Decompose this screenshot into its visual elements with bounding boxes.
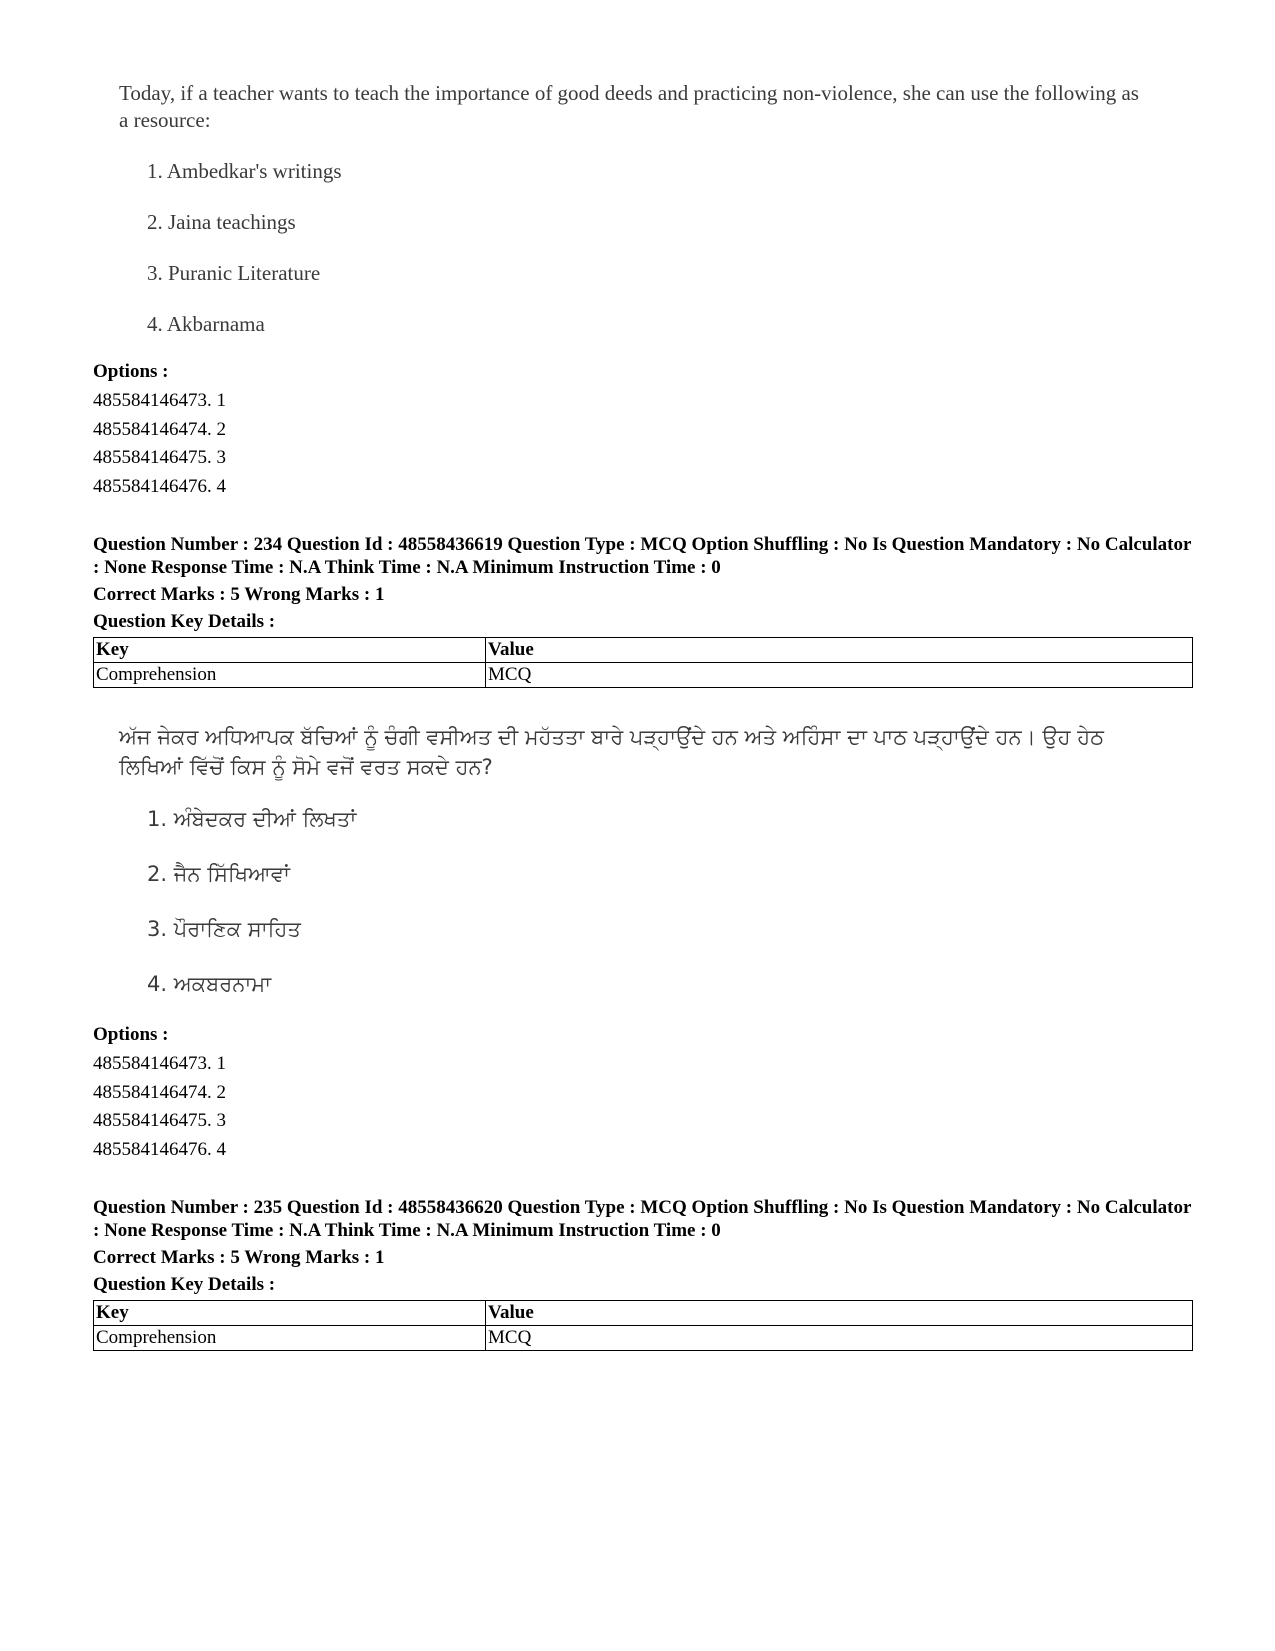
question-234-body — [93, 722, 1139, 998]
question-item: 4. Akbarnama — [147, 312, 265, 336]
table-cell: MCQ — [486, 663, 1193, 688]
table-header-cell: Key — [94, 638, 486, 663]
question-key-table — [93, 637, 1193, 688]
question-marks: Correct Marks : 5 Wrong Marks : 1 — [93, 1247, 385, 1268]
question-234-options — [93, 1023, 226, 1164]
question-item: 2. ਜੈਨ ਸਿੱਖਿਆਵਾਂ — [147, 862, 290, 886]
table-header-row — [94, 638, 1193, 663]
question-234-header — [93, 533, 1193, 688]
question-item: 3. ਪੌਰਾਣਿਕ ਸਾਹਿਤ — [147, 917, 301, 941]
question-meta: Question Number : 234 Question Id : 48558436619 Question Type : MCQ Option Shuffling : No Is Question Mandatory : No Calculator : None Response Time : N.A Think Time : N.A Minimum Instruction Time : 0 — [93, 534, 1192, 578]
question-item-list — [93, 158, 1139, 338]
options-label: Options : — [93, 361, 169, 382]
question-item: 3. Puranic Literature — [147, 261, 321, 285]
question-item-list — [93, 806, 1139, 998]
table-header-row — [94, 1301, 1193, 1326]
question-233-body — [93, 80, 1139, 338]
table-cell: MCQ — [486, 1326, 1193, 1351]
question-stem: ਅੱਜ ਜੇਕਰ ਅਧਿਆਪਕ ਬੱਚਿਆਂ ਨੂੰ ਚੰਗੀ ਵਸੀਅਤ ਦੀ ਮਹੱਤਤਾ ਬਾਰੇ ਪੜ੍ਹਾਉਂਦੇ ਹਨ ਅਤੇ ਅਹਿੰਸਾ ਦਾ ਪਾਠ ਪੜ੍ਹਾਉਂਦੇ ਹਨ। ਉਹ ਹੇਠ ਲਿਖਿਆਂ ਵਿੱਚੋਂ ਕਿਸ ਨੂੰ ਸੋਮੇ ਵਜੋਂ ਵਰਤ ਸਕਦੇ ਹਨ? — [119, 725, 1104, 779]
option-item: 485584146473. 1 — [93, 1053, 226, 1074]
question-marks: Correct Marks : 5 Wrong Marks : 1 — [93, 584, 385, 605]
option-item: 485584146475. 3 — [93, 447, 226, 468]
option-item: 485584146474. 2 — [93, 1081, 226, 1103]
question-item: 1. ਅੰਬੇਦਕਰ ਦੀਆਂ ਲਿਖਤਾਂ — [147, 807, 357, 831]
table-header-cell: Key — [94, 1301, 486, 1326]
table-cell: Comprehension — [94, 663, 486, 688]
table-header-cell: Value — [486, 1301, 1193, 1326]
option-item: 485584146475. 3 — [93, 1110, 226, 1131]
options-label: Options : — [93, 1024, 169, 1045]
question-235-header — [93, 1196, 1193, 1351]
question-meta: Question Number : 235 Question Id : 48558436620 Question Type : MCQ Option Shuffling : No Is Question Mandatory : No Calculator : None Response Time : N.A Think Time : N.A Minimum Instruction Time : 0 — [93, 1197, 1192, 1241]
table-header-cell: Value — [486, 638, 1193, 663]
question-item: 4. ਅਕਬਰਨਾਮਾ — [147, 972, 272, 996]
question-233-options — [93, 360, 226, 501]
table-row — [94, 1326, 1193, 1351]
option-item: 485584146473. 1 — [93, 390, 226, 411]
question-stem: Today, if a teacher wants to teach the importance of good deeds and practicing non-violence, she can use the following as a resource: — [119, 81, 1139, 132]
table-cell: Comprehension — [94, 1326, 486, 1351]
question-key-table — [93, 1300, 1193, 1351]
option-item: 485584146476. 4 — [93, 475, 226, 497]
table-row — [94, 663, 1193, 688]
question-item: 1. Ambedkar's writings — [147, 159, 342, 183]
question-key-label: Question Key Details : — [93, 611, 276, 632]
option-item: 485584146474. 2 — [93, 418, 226, 440]
option-item: 485584146476. 4 — [93, 1138, 226, 1160]
question-item: 2. Jaina teachings — [147, 210, 296, 234]
question-key-label: Question Key Details : — [93, 1274, 276, 1295]
